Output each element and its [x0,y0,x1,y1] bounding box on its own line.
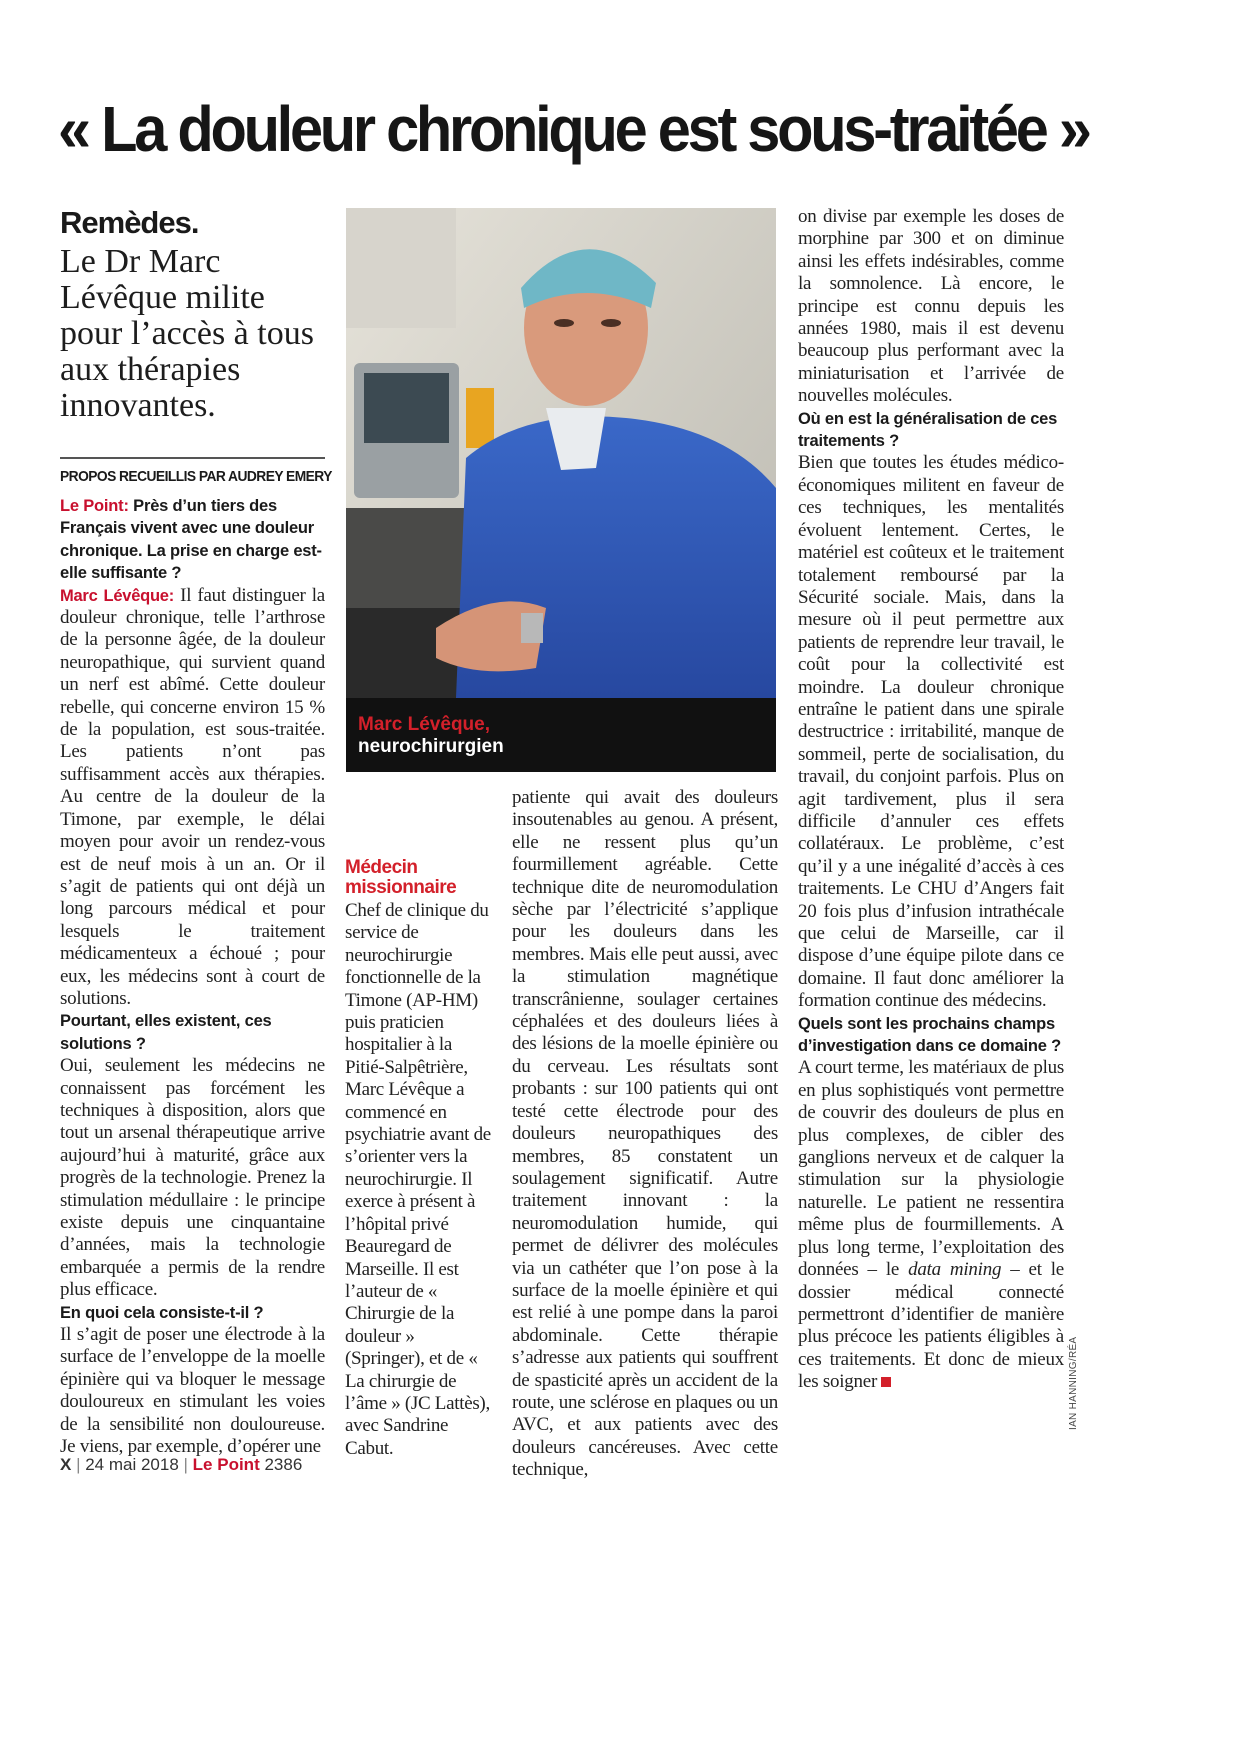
answer-3-part-1: Il s’agit de poser une électrode à la surface de l’enveloppe de la moelle épinière qui va bloquer le message douloureux en stimulant les voies de la sensibilité non douloureuse. Je viens, par exemple, d’opérer une [60,1324,325,1458]
photo-credit: IAN HANNING/RÉA [1068,1336,1079,1430]
byline: PROPOS RECUEILLIS PAR AUDREY EMERY [60,468,332,485]
answer-3-part-3: on divise par exemple les doses de morphine par 300 et on diminue ainsi les effets indésirables, comme la somnolence. Là encore, le principe est connu depuis les années 1980, mais il est devenu beaucoup plus performant avec la miniaturisation et l’arrivée de nouvelles molécules. [798,206,1064,407]
answer-5 [798,1057,1064,1393]
photo-caption [346,698,776,772]
answer-5-italic: data mining [908,1259,1002,1281]
question-3: En quoi cela consiste-t-il ? [60,1303,264,1322]
answer-4: Bien que toutes les études médico-économiques militent en faveur de ces techniques, les mentalités évoluent lentement. Certes, le matériel est coûteux et le traitement totalement remboursé par la Sécurité sociale. Mais, dans la mesure où il peut permettre aux patients de reprendre leur travail, le coût pour la collectivité est moindre. La douleur chronique entraîne le patient dans une spirale destructrice : irritabilité, manque de sommeil, perte de socialisation, du travail, du conjoint parfois. Plus on agit tardivement, plus il sera difficile d’annuler ces effets collatéraux. Le problème, c’est qu’il y a une inégalité d’accès à ces traitements. Le CHU d’Angers fait 20 fois plus d’infusion intrathécale que celui de Marseille, car il dispose d’une équipe pilote dans ce domaine. Il faut donc améliorer la formation continue des médecins. [798,452,1064,1012]
surgeon-portrait-image [346,208,776,772]
rubric: Remèdes. [60,205,199,240]
answer-2: Oui, seulement les médecins ne connaissent pas forcément les techniques à disposition, alors que tout un arsenal thérapeutique arrive aujourd’hui à maturité, grâce aux progrès de la technologie. Prenez la stimulation médullaire : le principe existe depuis une cinquantaine d’années, mais la technologie embarquée a permis de la rendre plus efficace. [60,1055,325,1301]
page-footer [60,1455,302,1475]
answer-3-part-2: patiente qui avait des douleurs insoutenables au genou. A présent, elle ne ressent plus qu’un fourmillement agréable. Cette technique dite de neuromodulation sèche par l’électricité s’applique pour les douleurs dans les membres. Mais elle peut aussi, avec la stimulation magnétique transcrânienne, soulager certaines céphalées et des douleurs liées à des lésions de la moelle épinière ou du cerveau. Les résultats sont probants : sur 100 patients qui ont testé cette électrode pour des douleurs neuropathiques des membres, 85 constatent un soulagement significatif. Autre traitement innovant : la neuromodulation humide, qui permet de délivrer des molécules via un cathéter que l’on pose à la surface de la moelle épinière et qui est relié à une pompe dans la paroi abdominale. Cette thérapie s’adresse aux patients qui souffrent de spasticité après un accident de la route, une sclérose en plaques ou un AVC, et aux patients avec des douleurs cancéreuses. Avec cette technique, [512,787,778,1481]
sidebar-text: Chef de clinique du service de neurochirurgie fonctionnelle de la Timone (AP-HM) puis praticien hospitalier à la Pitié-Salpêtrière, Marc Lévêque a commencé en psychiatrie avant de s’orienter vers la neurochirurgie. Il exerce à présent à l’hôpital privé Beauregard de Marseille. Il est l’auteur de « Chirurgie de la douleur » (Springer), et de « La chirurgie de l’âme » (JC Lattès), avec Sandrine Cabut. [345,900,491,1459]
column-3 [512,787,778,1482]
question-4: Où en est la généralisation de ces traitements ? [798,409,1058,451]
divider [60,457,325,459]
column-4 [798,206,1064,1394]
column-1 [60,495,325,1458]
separator: | [76,1455,86,1474]
speaker-marc-leveque: Marc Lévêque: [60,586,174,605]
question-1 [60,495,325,585]
caption-name: Marc Lévêque, [358,714,490,735]
page-number: X [60,1455,72,1474]
answer-text: Il faut distinguer la douleur chronique, telle l’arthrose de la personne âgée, de la douleur neuropathique, qui survient quand un nerf est abîmé. Cette douleur rebelle, qui concerne environ 15 % de la population, est sous-traitée. Les patients n’ont pas suffisamment accès aux thérapies. Au centre de la douleur de la Timone, par exemple, le délai moyen pour avoir un rendez-vous est de neuf mois à un an. Or il s’agit de patients qui ont déjà un long parcours médical et pour lesquels le traitement médicamenteux a échoué ; pour eux, les médecins sont à court de solutions. [60,584,325,1009]
separator: | [183,1455,193,1474]
issue-date: 24 mai 2018 [85,1455,179,1474]
sidebar-bio [345,858,493,1460]
question-5: Quels sont les prochains champs d’investigation dans ce domaine ? [798,1014,1061,1056]
sidebar-title: Médecin missionnaire [345,857,457,898]
question-text: Près d’un tiers des Français vivent avec une douleur chronique. La prise en charge est-elle suffisante ? [60,497,322,583]
deck: Le Dr Marc Lévêque milite pour l’accès à tous aux thérapies innovantes. [60,243,314,424]
magazine-name: Le Point [192,1455,260,1474]
speaker-le-point: Le Point: [60,497,129,515]
headline: « La douleur chronique est sous-traitée » [58,93,1089,165]
answer-5-text-end: – et le dossier médical connecté permettront d’identifier de manière plus précoce les patients éligibles à ces traitements. Et donc de mieux les soigner [798,1259,1064,1393]
issue-number: 2386 [264,1455,303,1474]
question-2: Pourtant, elles existent, ces solutions ? [60,1012,272,1053]
end-mark-icon [881,1377,891,1387]
answer-5-text: A court terme, les matériaux de plus en plus sophistiqués vont permettre de couvrir des douleurs de plus en plus complexes, de cibler des ganglions nerveux et de calquer la stimulation sur la physiologie naturelle. Le patient ne ressentira même plus de fourmillements. A plus long terme, l’exploitation des données – le [798,1057,1064,1281]
answer-1 [60,585,325,1011]
portrait-photo [346,208,776,772]
caption-role: neurochirurgien [358,736,504,757]
